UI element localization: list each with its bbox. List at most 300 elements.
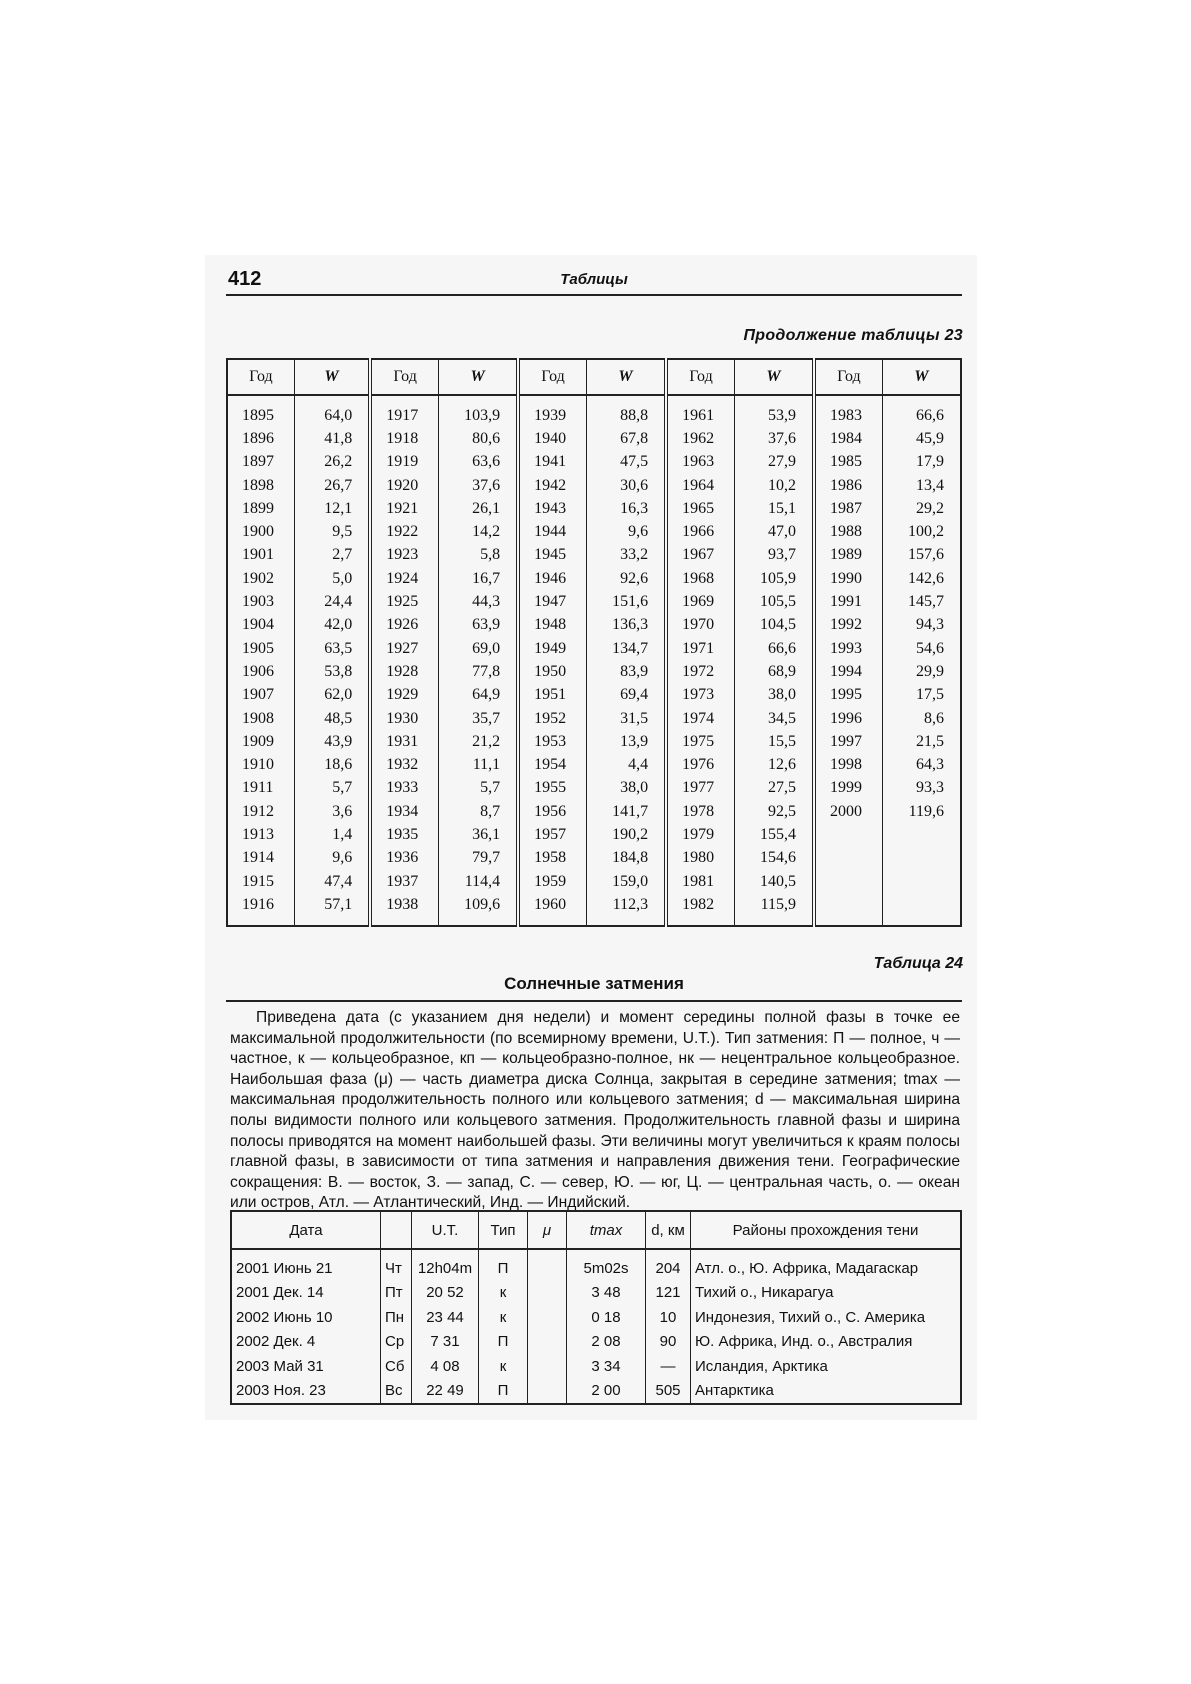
regions-cell: Ю. Африка, Инд. о., Австралия: [691, 1330, 962, 1355]
w-value-cell: 154,6: [734, 847, 814, 870]
type-cell: П: [479, 1330, 528, 1355]
year-cell: 1907: [227, 684, 294, 707]
width-cell: —: [646, 1354, 691, 1379]
w-value-cell: 16,7: [439, 567, 519, 590]
w-value-cell: 93,3: [882, 777, 961, 800]
table-row: [227, 520, 961, 543]
year-cell: 1897: [227, 451, 294, 474]
w-value-cell: 79,7: [439, 847, 519, 870]
w-value-cell: 37,6: [439, 474, 519, 497]
year-cell: 1966: [666, 520, 734, 543]
w-value-cell: 47,5: [586, 451, 666, 474]
year-cell: 1910: [227, 753, 294, 776]
year-cell: 1989: [814, 544, 882, 567]
year-cell: [814, 823, 882, 846]
ut-cell: 20 52: [412, 1281, 479, 1306]
width-cell: 505: [646, 1379, 691, 1405]
year-cell: 1921: [370, 497, 438, 520]
year-cell: 1953: [518, 730, 586, 753]
w-value-cell: 36,1: [439, 823, 519, 846]
w-value-cell: 63,9: [439, 614, 519, 637]
running-title: Таблицы: [560, 271, 628, 288]
w-value-cell: [882, 870, 961, 893]
w-value-cell: 47,0: [734, 520, 814, 543]
year-cell: 1995: [814, 684, 882, 707]
col-mu: μ: [528, 1211, 567, 1249]
year-cell: 1969: [666, 590, 734, 613]
w-value-cell: 184,8: [586, 847, 666, 870]
col-regions: Районы прохождения тени: [691, 1211, 962, 1249]
table-row: [227, 730, 961, 753]
w-value-cell: 37,6: [734, 427, 814, 450]
regions-cell: Индонезия, Тихий о., С. Америка: [691, 1305, 962, 1330]
table-row: [227, 395, 961, 427]
w-value-cell: 103,9: [439, 395, 519, 427]
w-value-cell: 9,6: [294, 847, 370, 870]
w-value-cell: 45,9: [882, 427, 961, 450]
w-value-cell: 5,7: [294, 777, 370, 800]
tmax-cell: 2 00: [567, 1379, 646, 1405]
w-value-cell: 66,6: [882, 395, 961, 427]
mu-cell: [528, 1354, 567, 1379]
year-cell: 1976: [666, 753, 734, 776]
table-row: [227, 800, 961, 823]
w-value-cell: 30,6: [586, 474, 666, 497]
year-cell: 1992: [814, 614, 882, 637]
year-cell: 1961: [666, 395, 734, 427]
year-cell: 1905: [227, 637, 294, 660]
table-row: [227, 707, 961, 730]
year-cell: 1955: [518, 777, 586, 800]
w-value-cell: 48,5: [294, 707, 370, 730]
w-value-cell: 64,9: [439, 684, 519, 707]
w-value-cell: 17,9: [882, 451, 961, 474]
w-value-cell: 64,0: [294, 395, 370, 427]
w-value-cell: 151,6: [586, 590, 666, 613]
table-row: [227, 590, 961, 613]
w-value-cell: 21,5: [882, 730, 961, 753]
year-cell: 1916: [227, 893, 294, 925]
mu-cell: [528, 1305, 567, 1330]
table24-label: Таблица 24: [873, 955, 963, 972]
table-row: [227, 684, 961, 707]
year-cell: 1970: [666, 614, 734, 637]
year-cell: 1954: [518, 753, 586, 776]
w-value-cell: 5,7: [439, 777, 519, 800]
col-tmax: tmax: [567, 1211, 646, 1249]
year-cell: 1993: [814, 637, 882, 660]
year-cell: 1949: [518, 637, 586, 660]
year-cell: 1981: [666, 870, 734, 893]
year-cell: 1965: [666, 497, 734, 520]
w-value-cell: 27,9: [734, 451, 814, 474]
w-value-cell: 38,0: [586, 777, 666, 800]
eclipse-table-header: [231, 1211, 961, 1249]
year-cell: 1922: [370, 520, 438, 543]
table-row: [231, 1249, 961, 1281]
year-cell: 1947: [518, 590, 586, 613]
w-value-cell: 47,4: [294, 870, 370, 893]
year-cell: 1983: [814, 395, 882, 427]
w-value-cell: [882, 893, 961, 925]
year-cell: 1904: [227, 614, 294, 637]
table-row: [227, 451, 961, 474]
table23-continuation-label: Продолжение таблицы 23: [743, 327, 963, 344]
w-value-cell: 54,6: [882, 637, 961, 660]
year-cell: 1909: [227, 730, 294, 753]
table24-title: Солнечные затмения: [504, 974, 684, 993]
weekday-cell: Пн: [381, 1305, 412, 1330]
year-cell: 2000: [814, 800, 882, 823]
year-cell: 1929: [370, 684, 438, 707]
mu-cell: [528, 1379, 567, 1405]
w-value-cell: 190,2: [586, 823, 666, 846]
w-value-cell: 105,5: [734, 590, 814, 613]
year-cell: 1933: [370, 777, 438, 800]
ut-cell: 22 49: [412, 1379, 479, 1405]
year-cell: 1911: [227, 777, 294, 800]
year-cell: 1967: [666, 544, 734, 567]
type-cell: к: [479, 1354, 528, 1379]
year-cell: 1968: [666, 567, 734, 590]
w-value-cell: 53,9: [734, 395, 814, 427]
year-cell: 1918: [370, 427, 438, 450]
mu-cell: [528, 1249, 567, 1281]
year-cell: 1984: [814, 427, 882, 450]
page-number: 412: [228, 268, 262, 290]
year-cell: 1896: [227, 427, 294, 450]
year-cell: 1978: [666, 800, 734, 823]
regions-cell: Тихий о., Никарагуа: [691, 1281, 962, 1306]
w-value-cell: 35,7: [439, 707, 519, 730]
w-value-cell: 42,0: [294, 614, 370, 637]
year-cell: 1913: [227, 823, 294, 846]
year-cell: 1936: [370, 847, 438, 870]
col-year: Год: [814, 359, 882, 395]
year-cell: 1999: [814, 777, 882, 800]
w-value-cell: 1,4: [294, 823, 370, 846]
width-cell: 121: [646, 1281, 691, 1306]
year-cell: 1942: [518, 474, 586, 497]
year-cell: 1950: [518, 660, 586, 683]
col-w: W: [586, 359, 666, 395]
w-value-cell: 63,5: [294, 637, 370, 660]
col-year: Год: [518, 359, 586, 395]
table-row: [227, 870, 961, 893]
w-value-cell: 11,1: [439, 753, 519, 776]
year-cell: 1948: [518, 614, 586, 637]
w-value-cell: 33,2: [586, 544, 666, 567]
table-row: [227, 497, 961, 520]
tmax-cell: 2 08: [567, 1330, 646, 1355]
year-cell: 1923: [370, 544, 438, 567]
col-year: Год: [370, 359, 438, 395]
year-cell: 1994: [814, 660, 882, 683]
year-cell: 1997: [814, 730, 882, 753]
w-value-cell: 5,8: [439, 544, 519, 567]
w-value-cell: 15,5: [734, 730, 814, 753]
year-cell: 1895: [227, 395, 294, 427]
year-cell: 1898: [227, 474, 294, 497]
year-cell: 1928: [370, 660, 438, 683]
table-row: [227, 567, 961, 590]
year-cell: 1919: [370, 451, 438, 474]
w-value-cell: 44,3: [439, 590, 519, 613]
table-row: [227, 893, 961, 925]
weekday-cell: Сб: [381, 1354, 412, 1379]
col-year: Год: [666, 359, 734, 395]
table-row: [231, 1330, 961, 1355]
w-value-cell: 142,6: [882, 567, 961, 590]
table24-description: Приведена дата (с указанием дня недели) и момент середины полной фазы в точке ее максимальной продолжительности (по всемирному времени, U.T.). Тип затмения: П — полное, ч — частное, к — кольцеобразное, кп — кольцеобразно-полное, нк — нецентральное кольцеобразное. Наибольшая фаза (μ) — часть диаметра диска Солнца, закрытая в середине затмения; tmax — максимальная продолжительность полного или кольцевого затмения; d — максимальная ширина полы видимости полного или кольцевого затмения. Продолжительность главной фазы и ширина полосы приводятся на момент наибольшей фазы. Эти величины могут увеличиться к краям полосы главной фазы, в зависимости от типа затмения и направления движения тени. Географические сокращения: В. — восток, З. — запад, С. — север, Ю. — юг, Ц. — центральная часть, о. — океан или остров, Атл. — Атлантический, Инд. — Индийский.: [230, 1009, 960, 1212]
w-value-cell: 34,5: [734, 707, 814, 730]
type-cell: к: [479, 1305, 528, 1330]
w-value-cell: 83,9: [586, 660, 666, 683]
table-row: [227, 637, 961, 660]
table-row: [231, 1281, 961, 1306]
year-cell: 1977: [666, 777, 734, 800]
w-value-cell: [882, 823, 961, 846]
year-cell: 1987: [814, 497, 882, 520]
w-value-cell: 2,7: [294, 544, 370, 567]
date-cell: 2003 Май 31: [231, 1354, 381, 1379]
weekday-cell: Вс: [381, 1379, 412, 1405]
tmax-cell: 5m02s: [567, 1249, 646, 1281]
w-value-cell: 92,5: [734, 800, 814, 823]
col-type: Тип: [479, 1211, 528, 1249]
regions-cell: Атл. о., Ю. Африка, Мадагаскар: [691, 1249, 962, 1281]
year-cell: 1934: [370, 800, 438, 823]
year-cell: 1903: [227, 590, 294, 613]
w-value-cell: 115,9: [734, 893, 814, 925]
mu-cell: [528, 1281, 567, 1306]
w-value-cell: 18,6: [294, 753, 370, 776]
width-cell: 10: [646, 1305, 691, 1330]
w-value-cell: 92,6: [586, 567, 666, 590]
w-value-cell: 26,2: [294, 451, 370, 474]
table-row: [227, 847, 961, 870]
date-cell: 2002 Июнь 10: [231, 1305, 381, 1330]
w-value-cell: 104,5: [734, 614, 814, 637]
ut-cell: 7 31: [412, 1330, 479, 1355]
year-cell: 1901: [227, 544, 294, 567]
w-value-cell: 114,4: [439, 870, 519, 893]
w-value-cell: 134,7: [586, 637, 666, 660]
year-cell: 1935: [370, 823, 438, 846]
year-cell: 1979: [666, 823, 734, 846]
col-ut: U.T.: [412, 1211, 479, 1249]
w-value-cell: 136,3: [586, 614, 666, 637]
date-cell: 2003 Ноя. 23: [231, 1379, 381, 1405]
table-row: [227, 753, 961, 776]
year-cell: 1974: [666, 707, 734, 730]
w-value-cell: 141,7: [586, 800, 666, 823]
w-value-cell: 12,1: [294, 497, 370, 520]
year-cell: 1944: [518, 520, 586, 543]
col-w: W: [439, 359, 519, 395]
weekday-cell: Пт: [381, 1281, 412, 1306]
year-cell: 1985: [814, 451, 882, 474]
w-value-cell: 66,6: [734, 637, 814, 660]
mu-cell: [528, 1330, 567, 1355]
year-cell: [814, 870, 882, 893]
w-value-cell: 13,9: [586, 730, 666, 753]
year-cell: [814, 893, 882, 925]
year-cell: 1937: [370, 870, 438, 893]
year-cell: 1943: [518, 497, 586, 520]
table-row: [231, 1305, 961, 1330]
w-value-cell: 80,6: [439, 427, 519, 450]
w-value-cell: 9,6: [586, 520, 666, 543]
date-cell: 2002 Дек. 4: [231, 1330, 381, 1355]
w-value-cell: 15,1: [734, 497, 814, 520]
w-value-cell: 69,0: [439, 637, 519, 660]
w-value-cell: 93,7: [734, 544, 814, 567]
w-value-cell: 10,2: [734, 474, 814, 497]
w-value-cell: 159,0: [586, 870, 666, 893]
w-value-cell: 67,8: [586, 427, 666, 450]
table-row: [227, 474, 961, 497]
w-value-cell: 140,5: [734, 870, 814, 893]
type-cell: П: [479, 1379, 528, 1405]
table-row: [227, 777, 961, 800]
year-cell: 1951: [518, 684, 586, 707]
year-cell: 1924: [370, 567, 438, 590]
w-value-cell: 43,9: [294, 730, 370, 753]
width-cell: 204: [646, 1249, 691, 1281]
year-cell: 1973: [666, 684, 734, 707]
type-cell: к: [479, 1281, 528, 1306]
year-cell: 1899: [227, 497, 294, 520]
w-value-cell: 155,4: [734, 823, 814, 846]
year-cell: 1927: [370, 637, 438, 660]
w-value-cell: 105,9: [734, 567, 814, 590]
year-cell: 1915: [227, 870, 294, 893]
table-row: [227, 614, 961, 637]
table-row: [227, 823, 961, 846]
year-cell: 1930: [370, 707, 438, 730]
year-cell: 1914: [227, 847, 294, 870]
w-value-cell: 53,8: [294, 660, 370, 683]
page-header: [226, 268, 962, 296]
tmax-cell: 3 48: [567, 1281, 646, 1306]
ut-cell: 4 08: [412, 1354, 479, 1379]
w-value-cell: 17,5: [882, 684, 961, 707]
w-value-cell: 21,2: [439, 730, 519, 753]
year-cell: 1920: [370, 474, 438, 497]
w-value-cell: 27,5: [734, 777, 814, 800]
ut-cell: 23 44: [412, 1305, 479, 1330]
date-cell: 2001 Июнь 21: [231, 1249, 381, 1281]
date-cell: 2001 Дек. 14: [231, 1281, 381, 1306]
w-value-cell: 26,1: [439, 497, 519, 520]
year-cell: 1986: [814, 474, 882, 497]
col-year: Год: [227, 359, 294, 395]
tmax-cell: 3 34: [567, 1354, 646, 1379]
year-cell: 1946: [518, 567, 586, 590]
w-value-cell: 29,9: [882, 660, 961, 683]
w-value-cell: 69,4: [586, 684, 666, 707]
regions-cell: Антарктика: [691, 1379, 962, 1405]
year-cell: 1964: [666, 474, 734, 497]
w-value-cell: 31,5: [586, 707, 666, 730]
w-value-cell: 5,0: [294, 567, 370, 590]
w-value-cell: 119,6: [882, 800, 961, 823]
year-cell: 1990: [814, 567, 882, 590]
col-w: W: [734, 359, 814, 395]
w-value-cell: 63,6: [439, 451, 519, 474]
year-cell: 1972: [666, 660, 734, 683]
regions-cell: Исландия, Арктика: [691, 1354, 962, 1379]
col-date: Дата: [231, 1211, 381, 1249]
w-value-cell: 62,0: [294, 684, 370, 707]
table-row: [227, 544, 961, 567]
table-row: [231, 1379, 961, 1405]
col-dow: [381, 1211, 412, 1249]
w-value-cell: [882, 847, 961, 870]
year-cell: 1925: [370, 590, 438, 613]
year-cell: 1960: [518, 893, 586, 925]
year-cell: 1996: [814, 707, 882, 730]
w-value-cell: 57,1: [294, 893, 370, 925]
w-value-cell: 100,2: [882, 520, 961, 543]
year-cell: 1991: [814, 590, 882, 613]
year-cell: 1975: [666, 730, 734, 753]
w-value-cell: 29,2: [882, 497, 961, 520]
w-value-cell: 26,7: [294, 474, 370, 497]
col-d: d, км: [646, 1211, 691, 1249]
year-cell: 1912: [227, 800, 294, 823]
w-value-cell: 94,3: [882, 614, 961, 637]
year-cell: 1963: [666, 451, 734, 474]
year-cell: 1957: [518, 823, 586, 846]
ut-cell: 12h04m: [412, 1249, 479, 1281]
table-row: [227, 427, 961, 450]
year-cell: 1941: [518, 451, 586, 474]
w-value-cell: 38,0: [734, 684, 814, 707]
year-cell: 1908: [227, 707, 294, 730]
w-value-cell: 68,9: [734, 660, 814, 683]
year-cell: 1931: [370, 730, 438, 753]
eclipse-table: [230, 1210, 962, 1405]
year-cell: 1962: [666, 427, 734, 450]
sunspot-table: [226, 358, 962, 927]
title-rule: [226, 1000, 962, 1002]
weekday-cell: Ср: [381, 1330, 412, 1355]
w-value-cell: 12,6: [734, 753, 814, 776]
w-value-cell: 3,6: [294, 800, 370, 823]
w-value-cell: 77,8: [439, 660, 519, 683]
year-cell: 1958: [518, 847, 586, 870]
w-value-cell: 4,4: [586, 753, 666, 776]
year-cell: 1932: [370, 753, 438, 776]
table-row: [227, 660, 961, 683]
year-cell: 1906: [227, 660, 294, 683]
width-cell: 90: [646, 1330, 691, 1355]
year-cell: 1939: [518, 395, 586, 427]
w-value-cell: 41,8: [294, 427, 370, 450]
col-w: W: [294, 359, 370, 395]
tmax-cell: 0 18: [567, 1305, 646, 1330]
w-value-cell: 157,6: [882, 544, 961, 567]
year-cell: 1917: [370, 395, 438, 427]
year-cell: 1956: [518, 800, 586, 823]
w-value-cell: 8,6: [882, 707, 961, 730]
year-cell: 1982: [666, 893, 734, 925]
table-row: [231, 1354, 961, 1379]
year-cell: 1945: [518, 544, 586, 567]
year-cell: 1980: [666, 847, 734, 870]
